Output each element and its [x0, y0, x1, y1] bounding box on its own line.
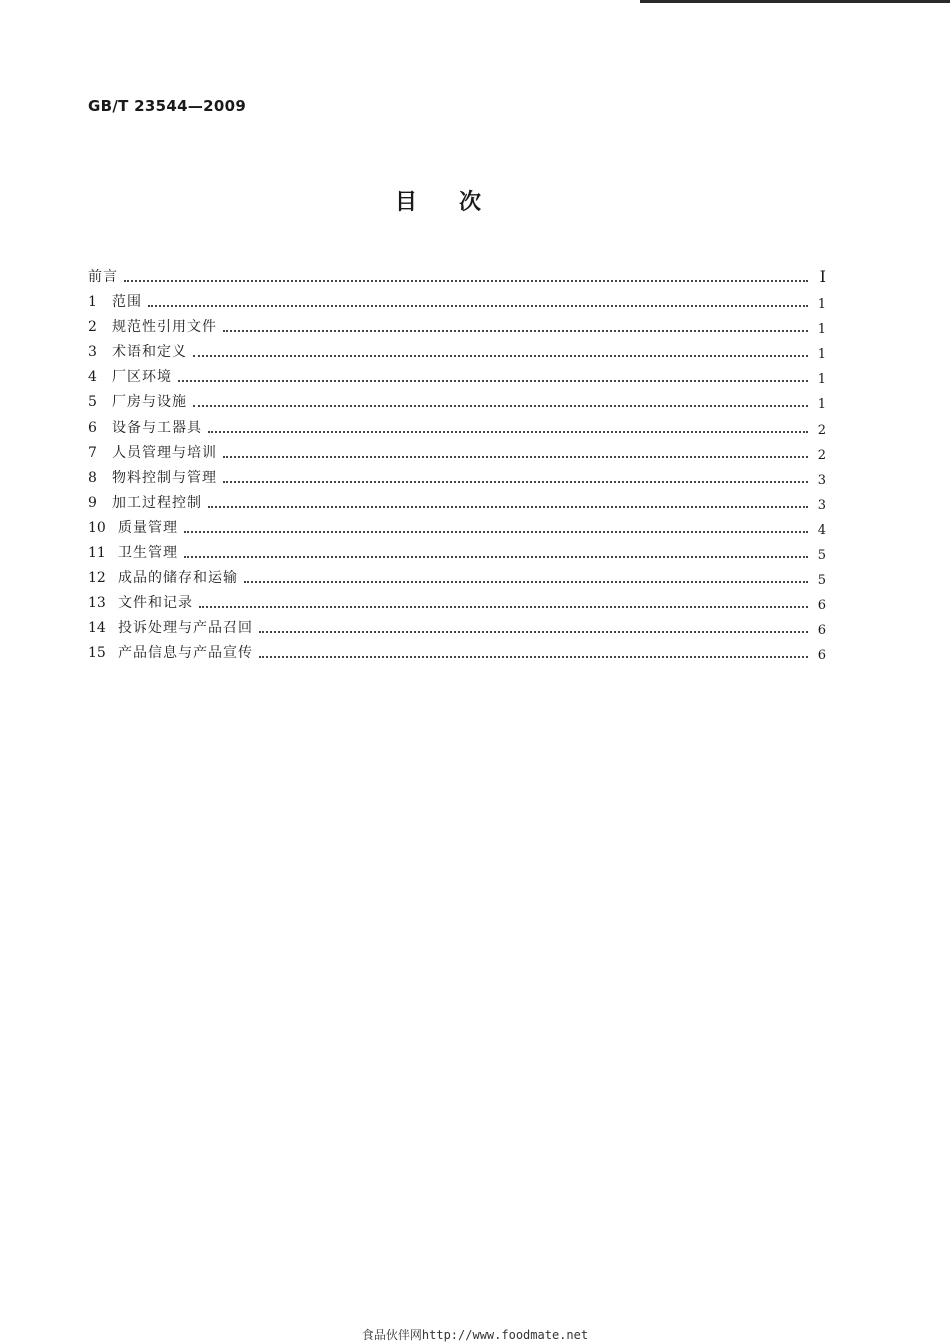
- toc-entry-page: Ⅰ: [819, 267, 826, 286]
- toc-entry[interactable]: [88, 335, 826, 363]
- toc-entry-number: 1: [88, 294, 97, 311]
- toc-entry-label: 范围: [112, 294, 142, 311]
- toc-entry[interactable]: [88, 511, 826, 536]
- dot-leader: [223, 330, 808, 332]
- toc-entry[interactable]: [88, 310, 826, 338]
- toc-entry-number: 5: [88, 394, 97, 411]
- toc-entry-label: 厂房与设施: [112, 394, 187, 411]
- toc-entry[interactable]: [88, 636, 826, 664]
- toc-entry-label: 卫生管理: [118, 545, 178, 562]
- toc-entry-label: 规范性引用文件: [112, 319, 217, 336]
- standard-number: GB/T 23544—2009: [88, 97, 247, 115]
- toc-entry[interactable]: [88, 285, 826, 313]
- scan-edge-rule: [640, 0, 950, 3]
- toc-entry-page: 1: [817, 347, 826, 363]
- toc-entry-page: 1: [817, 372, 826, 388]
- dot-leader: [259, 656, 808, 658]
- toc-entry-label: 加工过程控制: [112, 494, 202, 511]
- dot-leader: [208, 431, 808, 433]
- toc-entry[interactable]: [88, 561, 826, 589]
- toc-entry-page: 3: [817, 472, 826, 488]
- toc-entry[interactable]: [88, 586, 826, 614]
- dot-leader: [199, 606, 808, 608]
- toc-entry[interactable]: [88, 486, 826, 511]
- toc-entry-number: 8: [88, 469, 97, 486]
- toc-entry[interactable]: [88, 436, 826, 461]
- toc-entry[interactable]: [88, 536, 826, 564]
- dot-leader: [208, 506, 808, 508]
- toc-entry-page: 5: [817, 548, 826, 564]
- toc-entry-number: 10: [88, 519, 106, 536]
- toc-entry-page: 6: [817, 623, 826, 639]
- toc-entry-page: 1: [817, 322, 826, 338]
- toc-entry-number: 4: [88, 369, 97, 386]
- toc-entry[interactable]: [88, 410, 826, 438]
- dot-leader: [124, 280, 808, 282]
- toc-entry-page: 2: [817, 422, 826, 438]
- toc-entry-number: 2: [88, 319, 97, 336]
- dot-leader: [148, 305, 808, 307]
- toc-entry-label: 投诉处理与产品召回: [118, 620, 253, 637]
- table-of-contents: [88, 258, 826, 664]
- toc-entry-number: 15: [88, 645, 106, 662]
- dot-leader: [223, 481, 808, 483]
- toc-entry-page: 1: [817, 397, 826, 413]
- page-title: 目次: [394, 189, 523, 215]
- toc-entry-page: 2: [817, 447, 826, 463]
- toc-entry-label: 质量管理: [118, 519, 178, 536]
- toc-entry-label: 人员管理与培训: [112, 444, 217, 461]
- dot-leader: [178, 380, 808, 382]
- toc-entry[interactable]: [88, 385, 826, 413]
- toc-entry[interactable]: [88, 611, 826, 639]
- dot-leader: [184, 531, 808, 533]
- toc-entry-page: 6: [817, 598, 826, 614]
- toc-entry-label: 文件和记录: [118, 595, 193, 612]
- toc-entry-label: 设备与工器具: [112, 419, 202, 436]
- toc-entry[interactable]: [88, 258, 826, 285]
- dot-leader: [193, 405, 808, 407]
- toc-entry-number: 7: [88, 444, 97, 461]
- footer-watermark: 食品伙伴网http://www.foodmate.net: [361, 1328, 589, 1342]
- dot-leader: [193, 355, 808, 357]
- toc-entry-page: 1: [817, 297, 826, 313]
- toc-entry-page: 6: [817, 648, 826, 664]
- toc-entry[interactable]: [88, 360, 826, 388]
- dot-leader: [184, 556, 808, 558]
- dot-leader: [244, 581, 808, 583]
- toc-entry-label: 术语和定义: [112, 344, 187, 361]
- toc-entry-page: 4: [817, 522, 826, 538]
- toc-entry-label: 前言: [88, 269, 118, 285]
- dot-leader: [259, 631, 808, 633]
- toc-entry-number: 11: [88, 545, 106, 562]
- toc-entry-number: 3: [88, 344, 97, 361]
- toc-entry-number: 14: [88, 620, 106, 637]
- toc-entry-number: 9: [88, 494, 97, 511]
- toc-entry-label: 产品信息与产品宣传: [118, 645, 253, 662]
- dot-leader: [223, 456, 808, 458]
- toc-entry[interactable]: [88, 461, 826, 486]
- toc-entry-label: 成品的储存和运输: [118, 570, 238, 587]
- toc-entry-page: 3: [817, 497, 826, 513]
- toc-entry-number: 12: [88, 570, 106, 587]
- toc-entry-number: 13: [88, 595, 106, 612]
- toc-entry-page: 5: [817, 573, 826, 589]
- toc-entry-number: 6: [88, 419, 97, 436]
- toc-entry-label: 厂区环境: [112, 369, 172, 386]
- toc-entry-label: 物料控制与管理: [112, 469, 217, 486]
